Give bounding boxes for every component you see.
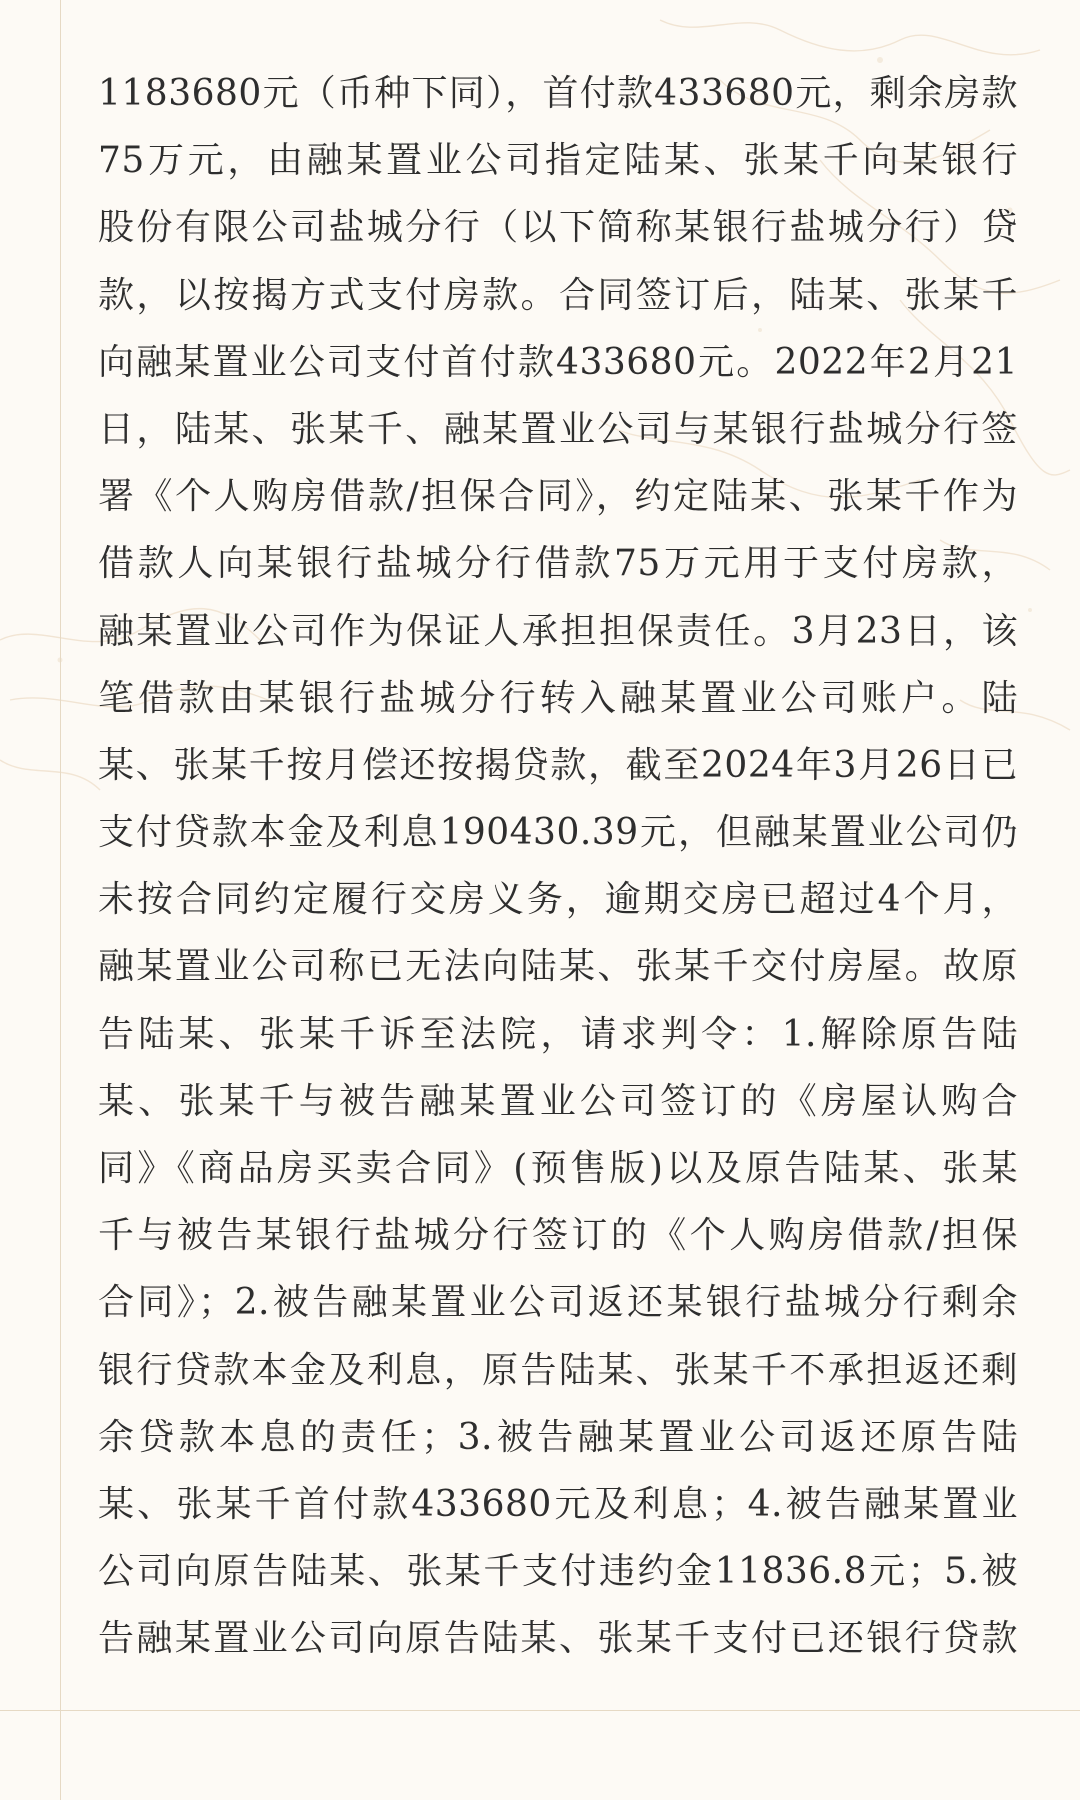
text-line: 署《个人购房借款/担保合同》，约定陆某、张某千作为	[98, 476, 1018, 518]
frame-line-vertical	[60, 0, 61, 1800]
text-line: 日，陆某、张某千、融某置业公司与某银行盐城分行签	[98, 408, 1018, 450]
text-line: 1183680元（币种下同），首付款433680元，剩余房款	[98, 73, 1018, 114]
text-line: 告陆某、张某千诉至法院，请求判令：1.解除原告陆	[98, 1013, 1018, 1055]
text-line: 某、张某千按月偿还按揭贷款，截至2024年3月26日已	[98, 744, 1018, 786]
text-line: 笔借款由某银行盐城分行转入融某置业公司账户。陆	[98, 677, 1018, 719]
text-line: 某、张某千与被告融某置业公司签订的《房屋认购合	[98, 1080, 1018, 1122]
text-line: 余贷款本息的责任；3.被告融某置业公司返还原告陆	[98, 1416, 1018, 1458]
text-line: 股份有限公司盐城分行（以下简称某银行盐城分行）贷	[98, 207, 1018, 249]
text-line: 同》《商品房买卖合同》(预售版)以及原告陆某、张某	[98, 1148, 1018, 1189]
frame-line-horizontal	[0, 1710, 1080, 1711]
text-line: 合同》；2.被告融某置业公司返还某银行盐城分行剩余	[98, 1282, 1018, 1324]
text-line: 公司向原告陆某、张某千支付违约金11836.8元；5.被	[98, 1551, 1018, 1593]
text-line: 向融某置业公司支付首付款433680元。2022年2月21	[98, 341, 1018, 383]
text-line: 借款人向某银行盐城分行借款75万元用于支付房款，	[98, 543, 1018, 585]
text-line: 融某置业公司称已无法向陆某、张某千交付房屋。故原	[98, 946, 1018, 988]
text-line: 告融某置业公司向原告陆某、张某千支付已还银行贷款	[98, 1618, 1018, 1660]
article-paragraph	[98, 60, 1018, 1673]
text-line: 支付贷款本金及利息190430.39元，但融某置业公司仍	[98, 812, 1018, 854]
text-line: 未按合同约定履行交房义务，逾期交房已超过4个月，	[98, 879, 1018, 921]
text-line: 75万元，由融某置业公司指定陆某、张某千向某银行	[98, 140, 1018, 182]
text-line: 千与被告某银行盐城分行签订的《个人购房借款/担保	[98, 1215, 1018, 1257]
text-line: 某、张某千首付款433680元及利息；4.被告融某置业	[98, 1483, 1018, 1525]
text-line: 款，以按揭方式支付房款。合同签订后，陆某、张某千	[98, 274, 1018, 316]
text-line: 银行贷款本金及利息，原告陆某、张某千不承担返还剩	[98, 1349, 1018, 1391]
text-line: 融某置业公司作为保证人承担担保责任。3月23日，该	[98, 610, 1018, 652]
